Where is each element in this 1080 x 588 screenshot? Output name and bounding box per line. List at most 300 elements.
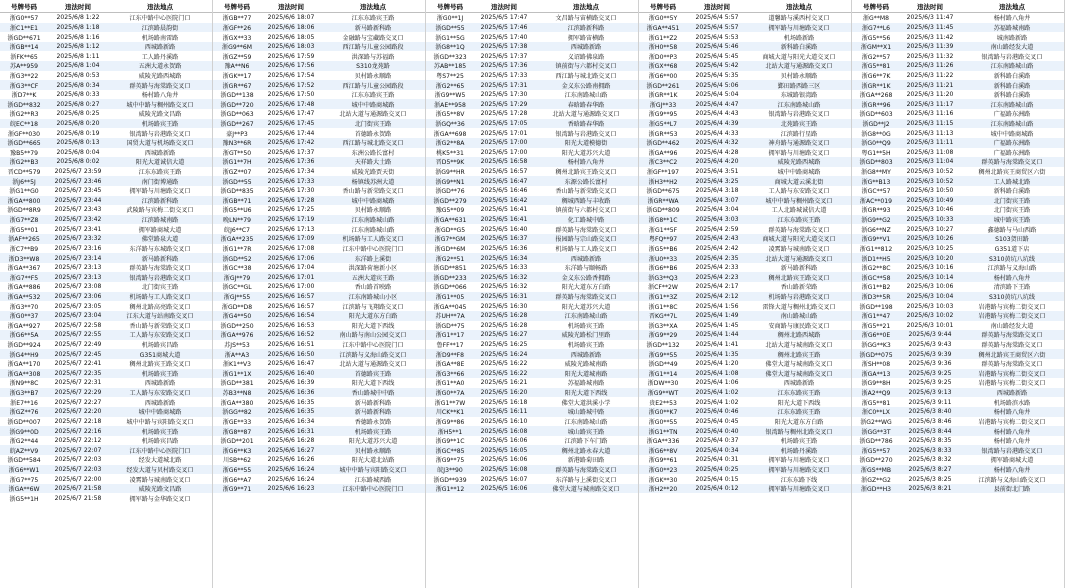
- cell-loc: 化工路城中路: [567, 217, 605, 225]
- table-body: [852, 13, 1064, 493]
- cell-loc: 群英路与海棠路交叉口: [768, 226, 830, 234]
- table-row: [639, 148, 851, 158]
- cell-plate: 浙GA**8E: [435, 361, 465, 369]
- column-group-4: [639, 0, 852, 588]
- cell-loc: 国贸大道与机场路交叉口: [126, 140, 194, 148]
- cell-loc: 西江路与儿童公园路段: [342, 82, 404, 90]
- table-row: [852, 167, 1064, 177]
- cell-time: 2025/6/4 2:43: [695, 235, 739, 243]
- cell-loc: 银湾路与岩港路交叉口: [981, 53, 1043, 61]
- table-row: [426, 23, 638, 33]
- cell-plate: 浙G9**61: [648, 457, 678, 465]
- cell-plate: 浙G0**55: [648, 418, 678, 426]
- cell-loc: 东洋路与东城路交叉口: [129, 245, 191, 253]
- cell-time: 2025/6/8 0:27: [56, 100, 100, 108]
- cell-loc: 佛堂路泉大道: [141, 236, 179, 244]
- cell-plate: 浙GD**233: [433, 274, 467, 282]
- cell-plate: 浙D1**H5: [861, 255, 891, 263]
- table-row: [426, 272, 638, 282]
- cell-plate: 浙GA**380: [220, 399, 254, 407]
- cell-time: 2025/6/7 23:06: [54, 292, 102, 300]
- table-row: [852, 426, 1064, 436]
- table-row: [426, 378, 638, 388]
- table-row: [639, 167, 851, 177]
- table-row: [213, 186, 425, 196]
- cell-loc: 金义东公路香拥路: [561, 274, 611, 282]
- table-row: [213, 244, 425, 254]
- cell-loc: 春晗路春华路: [567, 101, 605, 109]
- cell-loc: 商城大道云溪北街: [774, 178, 824, 186]
- cell-loc: 新科路白溪路: [993, 188, 1031, 196]
- table-row: [426, 465, 638, 475]
- cell-loc: S310黄坑八坑线: [989, 293, 1035, 301]
- cell-time: 2025/6/4 5:06: [695, 81, 739, 89]
- cell-loc: 阳光大道北站路: [351, 457, 395, 465]
- cell-loc: 杨村路八角井: [567, 159, 605, 167]
- cell-plate: 豪J**P3: [226, 130, 248, 138]
- cell-time: 2025/6/5 17:30: [480, 91, 528, 99]
- cell-plate: 浙G2**WG: [860, 418, 892, 426]
- cell-time: 2025/6/4 5:53: [695, 33, 739, 41]
- header-time: 违法时间: [704, 2, 730, 11]
- cell-loc: 稠城西路与丰收路: [561, 197, 611, 205]
- cell-time: 2025/6/5 16:42: [480, 196, 528, 204]
- cell-loc: 杨镇线苏洲大道: [351, 178, 395, 186]
- table-row: [213, 426, 425, 436]
- cell-plate: 浙G3**Q3: [648, 274, 678, 282]
- table-row: [426, 99, 638, 109]
- table-row: [0, 349, 212, 359]
- cell-loc: 新科路白溪路: [993, 82, 1031, 90]
- cell-time: 2025/6/8 0:13: [56, 139, 100, 147]
- cell-time: 2025/6/7 22:16: [54, 427, 102, 435]
- table-row: [639, 196, 851, 206]
- cell-time: 2025/6/3 10:02: [906, 312, 954, 320]
- cell-loc: 香山路与新荣路交叉口: [129, 322, 191, 330]
- cell-time: 2025/6/4 3:25: [695, 177, 739, 185]
- cell-time: 2025/6/7 22:18: [54, 417, 102, 425]
- table-row: [852, 61, 1064, 71]
- cell-plate: 浙GZ**07: [222, 169, 252, 177]
- cell-loc: 稠州北路宾王路交叉口: [768, 274, 830, 282]
- cell-time: 2025/6/3 11:39: [906, 43, 954, 51]
- cell-loc: 稠州北路宾王商贸区六街: [978, 169, 1046, 177]
- table-row: [426, 90, 638, 100]
- cell-plate: 浙G0**K7: [648, 409, 678, 417]
- cell-plate: 浙G9**N1: [435, 178, 465, 186]
- cell-loc: 江滨路新科路: [567, 24, 605, 32]
- cell-plate: 浙GD**063: [220, 111, 254, 119]
- table-row: [0, 417, 212, 427]
- cell-time: 2025/6/6 16:24: [267, 475, 315, 483]
- cell-time: 2025/6/3 10:16: [906, 264, 954, 272]
- table-row: [852, 196, 1064, 206]
- cell-plate: 浙G3**B7: [9, 390, 39, 398]
- table-row: [0, 465, 212, 475]
- cell-time: 2025/6/5 16:33: [480, 264, 528, 272]
- table-row: [852, 205, 1064, 215]
- cell-plate: 浙G1**B2: [861, 284, 891, 292]
- table-row: [426, 71, 638, 81]
- cell-plate: 浙C7**B9: [9, 245, 39, 253]
- cell-loc: 威陵光路松门里路: [561, 332, 611, 340]
- cell-time: 2025/6/6 17:34: [267, 168, 315, 176]
- cell-loc: 城中中路商城路: [351, 101, 395, 109]
- cell-time: 2025/6/8 0:19: [56, 129, 100, 137]
- cell-loc: 威陵光路文昌路: [138, 111, 182, 119]
- cell-loc: 广福路东洲路: [993, 149, 1031, 157]
- cell-time: 2025/6/3 9:44: [908, 331, 952, 339]
- cell-plate: 浙G8**1Q: [435, 44, 465, 52]
- cell-loc: 阳光大道苏兴大道: [348, 438, 398, 446]
- cell-loc: 新马路新科路: [354, 399, 392, 407]
- table-row: [0, 109, 212, 119]
- table-row: [213, 224, 425, 234]
- cell-loc: 城中中路与稠州路交叉口: [765, 197, 833, 205]
- table-row: [426, 205, 638, 215]
- table-row: [213, 340, 425, 350]
- cell-time: 2025/6/5 16:31: [480, 292, 528, 300]
- cell-loc: 城山路宾王路: [567, 428, 605, 436]
- cell-plate: 浙N9**8C: [9, 380, 39, 388]
- table-row: [852, 311, 1064, 321]
- cell-plate: 浙GD**603: [859, 111, 893, 119]
- cell-time: 2025/6/5 17:37: [480, 52, 528, 60]
- cell-time: 2025/6/7 23:32: [54, 235, 102, 243]
- cell-plate: 浙GA**13: [861, 370, 891, 378]
- table-row: [426, 407, 638, 417]
- cell-time: 2025/6/6 16:27: [267, 446, 315, 454]
- table-row: [426, 234, 638, 244]
- cell-plate: 浙GR**1K: [648, 92, 678, 100]
- table-row: [639, 119, 851, 129]
- cell-plate: 浙G3**CF: [9, 82, 39, 90]
- cell-time: 2025/6/5 16:58: [480, 158, 528, 166]
- cell-loc: 机场路新路: [783, 34, 815, 42]
- cell-loc: 江东东路宾王路: [777, 409, 821, 417]
- table-row: [213, 80, 425, 90]
- cell-time: 2025/6/5 16:34: [480, 254, 528, 262]
- cell-time: 2025/6/8 1:04: [56, 62, 100, 70]
- cell-loc: 江东中路中心医院门口: [342, 486, 404, 494]
- cell-loc: 拥军路商城大道: [990, 457, 1034, 465]
- table-row: [639, 234, 851, 244]
- cell-time: 2025/6/5 16:28: [480, 321, 528, 329]
- cell-loc: 城山路城中路: [567, 409, 605, 417]
- cell-plate: 浙GD**G5: [434, 226, 466, 234]
- cell-loc: 机场路与工人路交叉口: [342, 236, 404, 244]
- cell-loc: 文昌路与宙横路交叉口: [555, 15, 617, 23]
- cell-plate: 浙GD**267: [220, 121, 254, 128]
- cell-loc: 阳光大道东方白路: [561, 284, 611, 292]
- cell-loc: 拥军路与川塘路交叉口: [768, 24, 830, 32]
- cell-loc: 江滨路下车门路: [564, 438, 608, 446]
- cell-plate: 浙G1**14: [648, 370, 678, 378]
- cell-plate: 浙G1**7H: [222, 159, 252, 167]
- cell-time: 2025/6/3 10:20: [906, 254, 954, 262]
- cell-plate: 川SB**62: [223, 457, 251, 465]
- cell-loc: 机场路宾王路: [354, 428, 392, 436]
- cell-plate: 浙GD**665: [7, 140, 41, 148]
- cell-time: 2025/6/4 1:35: [695, 350, 739, 358]
- cell-loc: 阳光大道城南路: [564, 370, 608, 378]
- table-row: [0, 311, 212, 321]
- cell-time: 2025/6/5 16:11: [480, 408, 528, 416]
- cell-time: 2025/6/6 16:28: [267, 437, 315, 445]
- cell-loc: 北门街宾王路: [141, 284, 179, 292]
- cell-plate: 浙G1**G0: [9, 188, 39, 196]
- cell-plate: 浙G2**51: [435, 255, 465, 263]
- cell-time: 2025/6/3 8:32: [908, 456, 952, 464]
- cell-time: 2025/6/8 1:16: [56, 33, 100, 41]
- table-row: [0, 215, 212, 225]
- cell-plate: 浙GF**26: [222, 24, 252, 32]
- cell-plate: 浙GA**800: [7, 197, 41, 205]
- cell-plate: 浙GA**336: [646, 438, 680, 446]
- table-row: [639, 244, 851, 254]
- cell-time: 2025/6/8 0:20: [56, 120, 100, 127]
- table-row: [639, 426, 851, 436]
- cell-plate: 浙G2**44: [9, 438, 39, 446]
- cell-plate: 鲁FF**17: [436, 342, 464, 350]
- table-row: [213, 138, 425, 148]
- cell-time: 2025/6/7 23:43: [54, 206, 102, 214]
- cell-time: 2025/6/3 11:32: [906, 52, 954, 60]
- cell-plate: 浙G1**A0: [435, 380, 465, 388]
- table-row: [213, 215, 425, 225]
- cell-plate: 浙GD**675: [646, 188, 680, 196]
- table-row: [852, 119, 1064, 129]
- table-row: [426, 176, 638, 186]
- table-row: [0, 51, 212, 61]
- table-row: [639, 484, 851, 494]
- table-row: [852, 282, 1064, 292]
- cell-time: 2025/6/6 16:57: [267, 302, 315, 310]
- cell-plate: 浙G0**5Y: [648, 15, 678, 23]
- cell-time: 2025/6/5 17:40: [480, 33, 528, 41]
- table-row: [0, 61, 212, 71]
- header-time: 违法时间: [491, 2, 517, 11]
- cell-plate: 浙GR**93: [861, 207, 891, 215]
- cell-time: 2025/6/6 16:35: [267, 398, 315, 406]
- table-row: [852, 148, 1064, 158]
- cell-plate: 浙GD**55: [222, 178, 252, 186]
- cell-plate: 浙AE**958: [434, 101, 466, 109]
- cell-time: 2025/6/3 10:49: [906, 196, 954, 204]
- table-row: [213, 474, 425, 484]
- cell-time: 2025/6/6 17:09: [267, 235, 315, 243]
- table-row: [639, 474, 851, 484]
- cell-plate: 浙GB**77: [222, 15, 252, 23]
- cell-loc: 西城路新路: [144, 380, 176, 388]
- table-row: [852, 80, 1064, 90]
- cell-time: 2025/6/5 17:46: [480, 23, 528, 31]
- cell-plate: 浙GD**D8: [221, 303, 253, 311]
- table-row: [0, 359, 212, 369]
- table-row: [639, 359, 851, 369]
- cell-time: 2025/6/4 2:17: [695, 283, 739, 291]
- cell-loc: 城中中路与稠州路交叉口: [126, 101, 194, 109]
- cell-plate: 浙GR**1K: [861, 82, 891, 90]
- cell-plate: 浙G1**47: [861, 313, 891, 321]
- table-row: [639, 109, 851, 119]
- cell-loc: 杨村路八角井: [993, 15, 1031, 23]
- cell-loc: 江滨路与义海山路: [987, 265, 1037, 273]
- cell-time: 2025/6/3 8:21: [908, 485, 952, 493]
- cell-plate: 浙G1**1X: [222, 370, 252, 378]
- cell-time: 2025/6/7 22:07: [54, 446, 102, 454]
- cell-plate: 浙G9**95: [648, 111, 678, 119]
- cell-loc: 江滨路与飞翔路交叉口: [342, 303, 404, 311]
- cell-loc: 江东中路中心医院门口: [129, 15, 191, 23]
- cell-loc: 北站大道与通源路交叉口: [765, 63, 833, 71]
- cell-time: 2025/6/7 22:03: [54, 456, 102, 464]
- cell-plate: 浙G1**8C: [648, 303, 678, 311]
- cell-loc: 江东南路城山路: [351, 226, 395, 234]
- table-row: [852, 321, 1064, 331]
- cell-time: 2025/6/7 22:27: [54, 398, 102, 406]
- cell-loc: 城中中路商城路: [138, 409, 182, 417]
- cell-loc: 杨村路八角井: [141, 92, 179, 100]
- cell-loc: 稠州北路西城路: [777, 332, 821, 340]
- cell-loc: 稠州北路宾王路交叉口: [129, 361, 191, 369]
- table-row: [426, 349, 638, 359]
- cell-plate: 浙GC**85: [435, 447, 465, 455]
- table-row: [852, 272, 1064, 282]
- cell-time: 2025/6/4 3:03: [695, 216, 739, 224]
- cell-plate: 浙GA**886: [7, 284, 41, 292]
- cell-time: 2025/6/4 2:59: [695, 225, 739, 233]
- cell-loc: 工人路与东安路交叉口: [768, 188, 830, 196]
- table-row: [639, 224, 851, 234]
- cell-plate: 浙H2**20: [648, 486, 678, 494]
- table-row: [213, 407, 425, 417]
- cell-loc: 稠州北路宾王路: [777, 351, 821, 359]
- table-row: [213, 263, 425, 273]
- table-row: [639, 32, 851, 42]
- table-row: [213, 417, 425, 427]
- cell-time: 2025/6/4 0:34: [695, 446, 739, 454]
- table-row: [0, 128, 212, 138]
- cell-loc: 城南路新路: [996, 34, 1028, 42]
- cell-loc: 东洋路上溪街: [354, 255, 392, 263]
- table-row: [852, 186, 1064, 196]
- table-row: [426, 330, 638, 340]
- table-row: [852, 234, 1064, 244]
- table-row: [0, 474, 212, 484]
- table-row: [639, 321, 851, 331]
- cell-loc: 城中中路与宾阳路交叉口: [126, 418, 194, 426]
- table-row: [852, 157, 1064, 167]
- table-row: [0, 186, 212, 196]
- table-row: [426, 224, 638, 234]
- table-row: [426, 244, 638, 254]
- table-row: [639, 99, 851, 109]
- cell-plate: 浙GZ**59: [222, 53, 252, 61]
- cell-time: 2025/6/5 17:00: [480, 148, 528, 156]
- table-row: [0, 253, 212, 263]
- table-row: [852, 349, 1064, 359]
- cell-time: 2025/6/3 10:27: [906, 225, 954, 233]
- cell-loc: 贝村路永顺路: [780, 72, 818, 80]
- cell-time: 2025/6/7 22:55: [54, 331, 102, 339]
- cell-loc: 江东南路城山路: [990, 101, 1034, 109]
- table-row: [639, 71, 851, 81]
- cell-time: 2025/6/5 16:10: [480, 417, 528, 425]
- cell-plate: 浙GK**17: [222, 72, 252, 80]
- cell-plate: 浙G9**G2: [861, 217, 891, 225]
- cell-loc: 五洲大道永贺路: [138, 63, 182, 71]
- cell-plate: 浙GD**381: [220, 380, 254, 388]
- cell-loc: 东洲公路长富村: [351, 149, 395, 157]
- cell-loc: 新科路白溪路: [993, 92, 1031, 100]
- table-row: [213, 436, 425, 446]
- cell-plate: 浙GE**33: [222, 418, 252, 426]
- cell-time: 2025/6/8 1:11: [56, 52, 100, 60]
- table-row: [639, 378, 851, 388]
- cell-loc: 洪深路与苏福路: [351, 53, 395, 61]
- table-row: [852, 128, 1064, 138]
- table-row: [639, 128, 851, 138]
- table-row: [639, 80, 851, 90]
- cell-loc: 西城路新路: [144, 44, 176, 52]
- table-body: [213, 13, 425, 493]
- cell-time: 2025/6/3 11:13: [906, 129, 954, 137]
- cell-time: 2025/6/5 16:08: [480, 427, 528, 435]
- table-row: [426, 128, 638, 138]
- cell-plate: 豫N3**6R: [222, 140, 252, 148]
- cell-time: 2025/6/3 9:11: [908, 398, 952, 406]
- cell-loc: 西城路新路: [144, 149, 176, 157]
- cell-plate: 浙GD**55: [435, 24, 465, 32]
- cell-loc: 东城路银湾路: [780, 92, 818, 100]
- cell-plate: 浙G5**1H: [9, 495, 39, 503]
- cell-plate: 浙G1**12: [435, 486, 465, 494]
- cell-plate: 浙CF**2W: [648, 284, 678, 292]
- cell-loc: 稠州北路永春大道: [561, 447, 611, 455]
- cell-plate: 粤FQ**97: [648, 236, 678, 244]
- cell-loc: 报园路与宗山路交叉口: [555, 236, 617, 244]
- table-row: [852, 436, 1064, 446]
- cell-loc: S103贺田路: [995, 236, 1029, 244]
- cell-plate: 浙G5**57: [861, 447, 891, 455]
- table-row: [0, 224, 212, 234]
- cell-loc: 洪深路荷塘新小区: [348, 265, 398, 273]
- table-row: [213, 196, 425, 206]
- cell-loc: 北站大道与通源路交叉口: [552, 111, 620, 119]
- cell-loc: 东洋路与颐畅路: [564, 265, 608, 273]
- cell-time: 2025/6/7 23:46: [54, 177, 102, 185]
- table-row: [0, 32, 212, 42]
- header-plate: 号牌号码: [11, 2, 37, 11]
- table-row: [426, 292, 638, 302]
- cell-time: 2025/6/4 0:40: [695, 427, 739, 435]
- cell-plate: 浙G2**57: [861, 53, 891, 61]
- cell-loc: 稠州北路高亮路交叉口: [129, 303, 191, 311]
- table-row: [0, 272, 212, 282]
- cell-loc: 拥军路与川塘路交叉口: [768, 466, 830, 474]
- table-row: [0, 340, 212, 350]
- cell-plate: 浙G2**65: [435, 82, 465, 90]
- table-row: [0, 397, 212, 407]
- cell-loc: 西城路新路: [144, 399, 176, 407]
- table-row: [852, 340, 1064, 350]
- table-row: [213, 301, 425, 311]
- cell-loc: 县前街北门路: [993, 486, 1031, 494]
- table-row: [639, 311, 851, 321]
- cell-plate: 浙G5**B6: [648, 245, 678, 253]
- cell-plate: 皖J3**90: [437, 466, 463, 474]
